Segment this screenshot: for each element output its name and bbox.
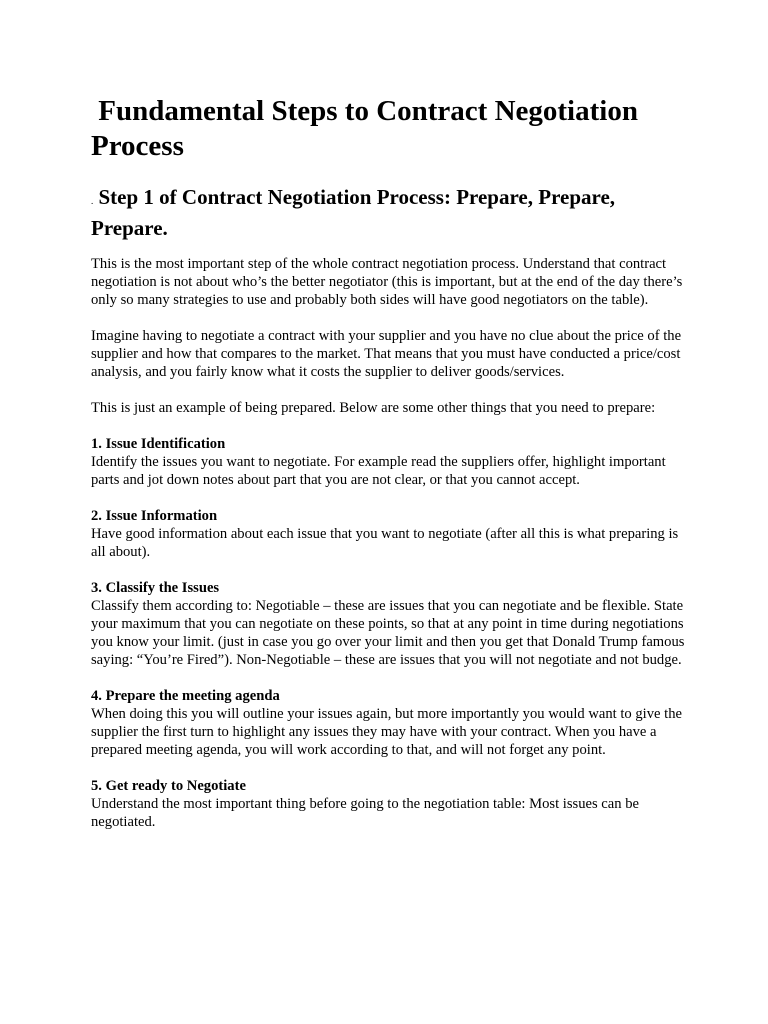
step-heading-text: Step 1 of Contract Negotiation Process: Prepare, Prepare, Prepare. xyxy=(91,185,616,240)
item-title: 5. Get ready to Negotiate xyxy=(91,778,246,794)
item-body: Understand the most important thing before going to the negotiation table: Most issues can be negotiated. xyxy=(91,796,639,830)
step-heading-bullet: . xyxy=(91,196,94,206)
item-body: When doing this you will outline your issues again, but more importantly you would want to give the supplier the first turn to highlight any issues they may have with your contract. When you have a prepared meeting agenda, you will work according to that, and will not forget any point. xyxy=(91,706,682,758)
step-heading xyxy=(91,184,691,242)
document-title xyxy=(91,94,691,164)
item-body: Classify them according to: Negotiable – these are issues that you can negotiate and be flexible. State your maximum that you can negotiate on these points, so that at any point in time during negotiations you know your limit. (just in case you go over your limit and then you get that Donald Trump famous saying: “You’re Fired”). Non-Negotiable – these are issues that you will not negotiate and not budge. xyxy=(91,598,685,668)
example-paragraph: Imagine having to negotiate a contract with your supplier and you have no clue about the price of the supplier and how that compares to the market. That means that you must have conducted a price/cost analysis, and you fairly know what it costs the supplier to deliver goods/services. xyxy=(91,328,682,380)
transition-paragraph: This is just an example of being prepared. Below are some other things that you need to prepare: xyxy=(91,400,656,416)
item-issue-information xyxy=(91,507,691,561)
intro-paragraph: This is the most important step of the whole contract negotiation process. Understand that contract negotiation is not about who’s the better negotiator (this is important, but at the end of the day there’s only so many strategies to use and probably both sides will have good negotiators on the table). xyxy=(91,256,683,308)
item-title: 3. Classify the Issues xyxy=(91,580,220,596)
item-classify-issues xyxy=(91,579,691,669)
item-issue-identification xyxy=(91,435,691,489)
item-title: 4. Prepare the meeting agenda xyxy=(91,688,280,704)
item-title: 2. Issue Information xyxy=(91,508,218,524)
item-body: Identify the issues you want to negotiate. For example read the suppliers offer, highlight important parts and jot down notes about part that you are not clear, or that you cannot accept. xyxy=(91,454,666,488)
item-meeting-agenda xyxy=(91,687,691,759)
item-body: Have good information about each issue that you want to negotiate (after all this is what preparing is all about). xyxy=(91,526,679,560)
item-title: 1. Issue Identification xyxy=(91,436,226,452)
document-page xyxy=(91,94,691,831)
item-get-ready xyxy=(91,777,691,831)
document-title-text: Fundamental Steps to Contract Negotiation Process xyxy=(91,95,638,162)
